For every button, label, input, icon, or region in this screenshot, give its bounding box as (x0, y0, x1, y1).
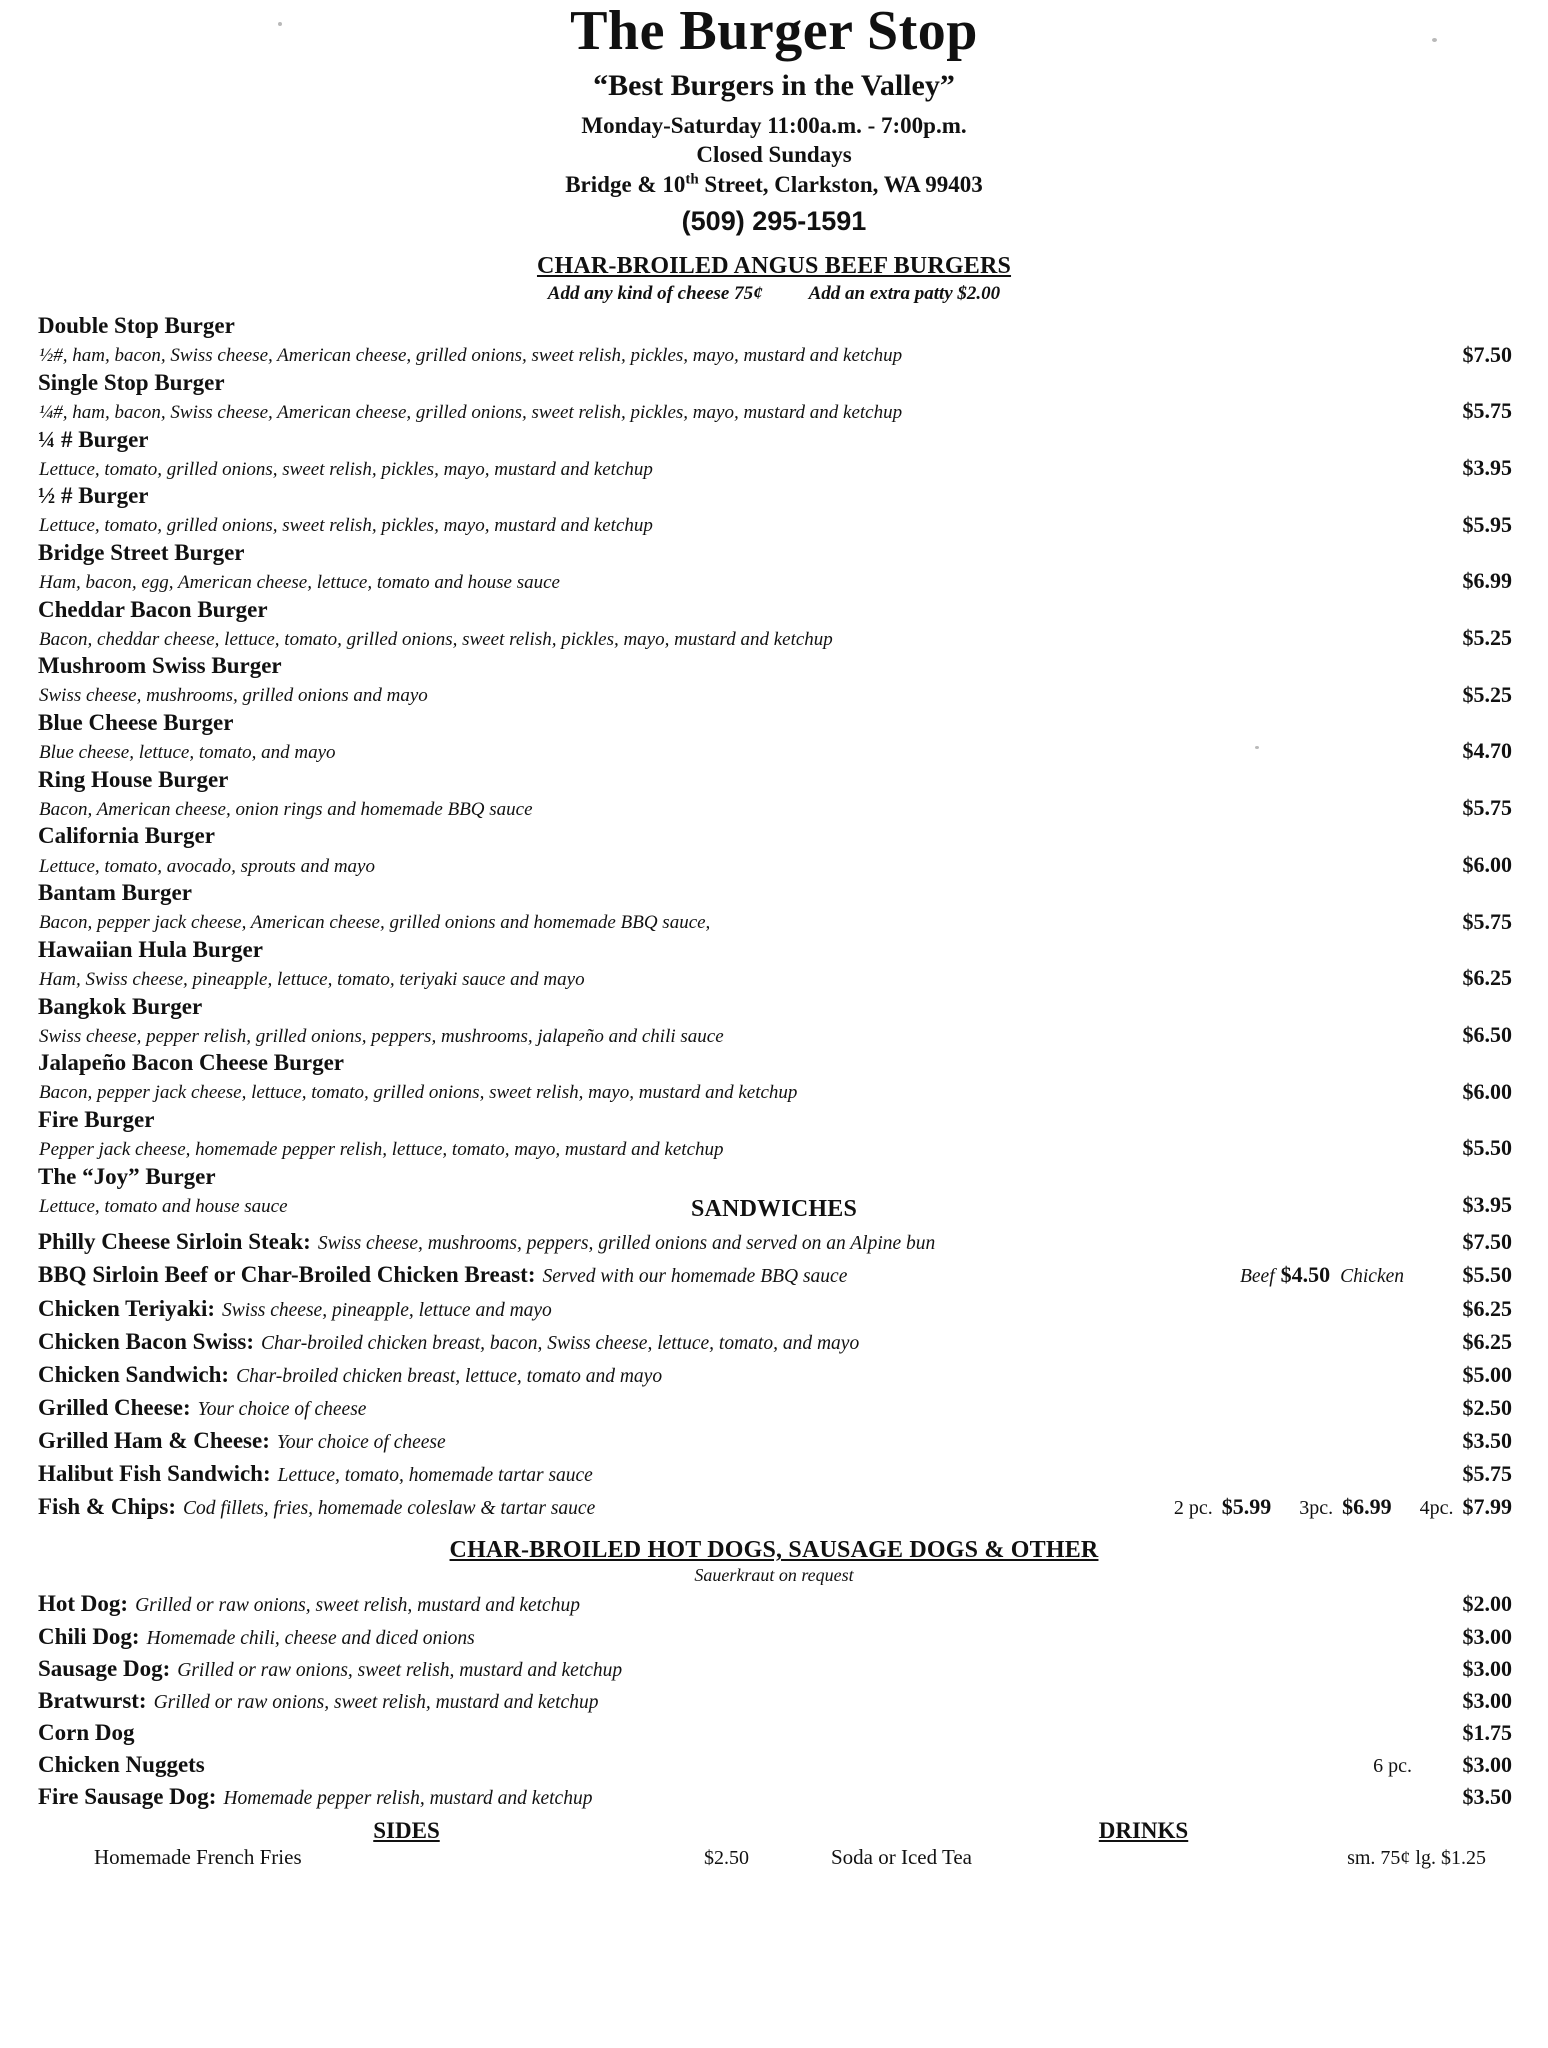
item-price: $3.00 (1462, 1623, 1512, 1649)
price-tier (1281, 1491, 1391, 1523)
menu-item (38, 1781, 1512, 1813)
tier-qty: 4pc. (1419, 1497, 1454, 1520)
price-tier (1402, 1491, 1512, 1523)
scan-speck (278, 22, 282, 26)
scan-speck (1432, 38, 1437, 42)
item-name: Chicken Sandwich: (38, 1361, 230, 1387)
sandwiches-section-heading: SANDWICHES (690, 1196, 858, 1223)
menu-item (38, 1424, 1512, 1457)
menu-item (38, 708, 1512, 765)
item-name: Corn Dog (38, 1720, 135, 1746)
drinks-column (775, 1818, 1512, 1871)
sandwich-list (0, 1225, 1548, 1523)
item-description: Cod fillets, fries, homemade coleslaw & tartar sauce (183, 1498, 596, 1520)
phone-number: (509) 295-1591 (681, 206, 867, 237)
item-name: Double Stop Burger (38, 313, 235, 339)
item-description: Your choice of cheese (197, 1398, 367, 1420)
menu-item (38, 311, 1512, 368)
menu-item (38, 1225, 1512, 1258)
item-description: Swiss cheese, pineapple, lettuce and mayo (222, 1299, 552, 1321)
item-description: Ham, bacon, egg, American cheese, lettuce, tomato and house sauce (39, 572, 560, 594)
item-price: $6.25 (1462, 1328, 1512, 1354)
menu-item (38, 1358, 1512, 1391)
item-description: Lettuce, tomato, homemade tartar sauce (277, 1465, 593, 1487)
menu-item (38, 765, 1512, 822)
drinks-section-heading: DRINKS (1098, 1817, 1189, 1843)
item-name: Fire Sausage Dog: (38, 1784, 217, 1810)
item-description: Grilled or raw onions, sweet relish, mustard and ketchup (135, 1595, 580, 1617)
item-name: Fire Burger (38, 1106, 155, 1132)
menu-item (38, 992, 1512, 1049)
item-description: Homemade pepper relish, mustard and ketchup (223, 1788, 593, 1810)
item-name: Bridge Street Burger (38, 539, 245, 565)
item-price: $5.25 (1462, 681, 1512, 707)
menu-item (38, 368, 1512, 425)
price-tiers (1174, 1491, 1512, 1523)
item-description: Lettuce, tomato, avocado, sprouts and mayo (39, 855, 375, 877)
menu-item (38, 538, 1512, 595)
item-description: Homemade chili, cheese and diced onions (146, 1627, 475, 1649)
hours: Monday-Saturday 11:00a.m. - 7:00p.m. (581, 112, 967, 138)
item-description: Ham, Swiss cheese, pineapple, lettuce, tomato, teriyaki sauce and mayo (39, 969, 585, 990)
item-price: $6.25 (1462, 1295, 1512, 1321)
address-ordinal: th (685, 171, 699, 188)
item-description: Bacon, American cheese, onion rings and homemade BBQ sauce (39, 798, 533, 820)
item-name: Jalapeño Bacon Cheese Burger (38, 1050, 345, 1076)
item-name: Ring House Burger (38, 766, 229, 792)
bottom-columns (0, 1818, 1548, 1871)
item-name: Chicken Bacon Swiss: (38, 1328, 254, 1354)
item-price: $6.00 (1462, 1078, 1512, 1104)
item-price: $5.00 (1462, 1361, 1512, 1387)
item-name: California Burger (38, 823, 215, 849)
item-price: $1.75 (1462, 1720, 1512, 1746)
tagline: “Best Burgers in the Valley” (593, 68, 955, 102)
item-price: $5.50 (1462, 1135, 1512, 1161)
tier-qty: 2 pc. (1173, 1497, 1213, 1520)
menu-item (38, 651, 1512, 708)
item-price: $6.50 (1462, 1021, 1512, 1047)
item-description: Lettuce, tomato, grilled onions, sweet relish, pickles, mayo, mustard and ketchup (39, 458, 653, 480)
item-description: ½#, ham, bacon, Swiss cheese, American cheese, grilled onions, sweet relish, pickles, mayo, mustard and ketchup (39, 345, 903, 367)
tier-price: $7.99 (1462, 1494, 1512, 1520)
menu-item (38, 821, 1512, 878)
tier-qty: 3pc. (1299, 1497, 1334, 1520)
item-price: $5.50 (1462, 1262, 1512, 1288)
item-name: Hawaiian Hula Burger (38, 936, 263, 962)
chicken-option-label: Chicken (1340, 1266, 1404, 1288)
address-suffix: Street, Clarkston, WA 99403 (698, 171, 983, 197)
item-description: Grilled or raw onions, sweet relish, mustard and ketchup (177, 1659, 623, 1681)
menu-item (38, 1653, 1512, 1685)
item-name: Sausage Dog: (38, 1655, 171, 1681)
item-name: Grilled Cheese: (38, 1394, 191, 1420)
item-price: $6.99 (1462, 568, 1512, 594)
item-price: $3.50 (1462, 1784, 1512, 1810)
menu-item (38, 1105, 1512, 1162)
item-price: $3.00 (1462, 1687, 1512, 1713)
hotdogs-section-heading: CHAR-BROILED HOT DOGS, SAUSAGE DOGS & OTHER (449, 1537, 1099, 1564)
menu-item (38, 481, 1512, 538)
item-description: Blue cheese, lettuce, tomato, and mayo (39, 742, 336, 764)
tier-price: $6.99 (1342, 1494, 1392, 1520)
item-price: $5.25 (1462, 625, 1512, 651)
address (0, 170, 1548, 199)
menu-item (38, 1685, 1512, 1717)
item-name: Bantam Burger (38, 880, 192, 906)
item-description: Swiss cheese, pepper relish, grilled onions, peppers, mushrooms, jalapeño and chili sauce (39, 1025, 724, 1047)
item-description: Bacon, pepper jack cheese, lettuce, tomato, grilled onions, sweet relish, mayo, mustard and ketchup (39, 1082, 798, 1104)
item-name: ½ # Burger (38, 483, 149, 509)
sides-section-heading: SIDES (373, 1817, 440, 1843)
item-name: ¼ # Burger (38, 426, 149, 452)
item-description: Char-broiled chicken breast, bacon, Swiss cheese, lettuce, tomato, and mayo (260, 1332, 860, 1354)
item-description: Your choice of cheese (276, 1432, 446, 1454)
menu-item (38, 1292, 1512, 1325)
item-price: $7.50 (1462, 341, 1512, 367)
address-prefix: Bridge & 10 (565, 171, 686, 197)
item-description: Char-broiled chicken breast, lettuce, tomato and mayo (236, 1365, 663, 1387)
item-price: $5.75 (1462, 1461, 1512, 1487)
item-price: $2.50 (1462, 1394, 1512, 1420)
item-description: Bacon, cheddar cheese, lettuce, tomato, grilled onions, sweet relish, pickles, mayo, mustard and ketchup (39, 628, 833, 650)
item-description: Served with our homemade BBQ sauce (542, 1266, 848, 1288)
item-price: sm. 75¢ lg. $1.25 (1347, 1846, 1486, 1869)
item-description: Swiss cheese, mushrooms, grilled onions and mayo (39, 685, 428, 707)
burger-list (0, 311, 1548, 1218)
menu-item (38, 425, 1512, 482)
menu-item (38, 1325, 1512, 1358)
item-description: ¼#, ham, bacon, Swiss cheese, American cheese, grilled onions, sweet relish, pickles, mayo, mustard and ketchup (39, 401, 903, 423)
item-name: Chicken Nuggets (38, 1752, 205, 1778)
item-price: $6.00 (1462, 851, 1512, 877)
item-price: $3.95 (1462, 1192, 1512, 1218)
sauerkraut-note: Sauerkraut on request (694, 1565, 854, 1586)
item-name: The “Joy” Burger (38, 1163, 216, 1189)
item-name: Cheddar Bacon Burger (38, 596, 268, 622)
hotdog-list (0, 1588, 1548, 1813)
item-name: Mushroom Swiss Burger (38, 653, 282, 679)
item-price: $3.00 (1462, 1655, 1512, 1681)
item-description: Grilled or raw onions, sweet relish, mustard and ketchup (153, 1691, 599, 1713)
item-price: $4.70 (1462, 738, 1512, 764)
menu-item-fish-and-chips (38, 1490, 1512, 1523)
menu-item (38, 1749, 1512, 1781)
item-price: $3.95 (1462, 454, 1512, 480)
item-price: $5.95 (1462, 511, 1512, 537)
beef-option-price: $4.50 (1280, 1262, 1331, 1288)
menu-item (38, 1457, 1512, 1490)
page-title: The Burger Stop (570, 0, 978, 62)
item-description: Lettuce, tomato, grilled onions, sweet relish, pickles, mayo, mustard and ketchup (39, 515, 653, 537)
menu-header (0, 0, 1548, 237)
menu-item (38, 595, 1512, 652)
menu-item (38, 878, 1512, 935)
menu-item (38, 1391, 1512, 1424)
cheese-addon-note: Add any kind of cheese 75¢ (547, 283, 763, 305)
item-name: Homemade French Fries (94, 1844, 302, 1869)
item-price: $2.50 (704, 1846, 749, 1869)
menu-item (38, 1621, 1512, 1653)
item-price: $6.25 (1462, 965, 1512, 991)
item-qty: 6 pc. (1373, 1755, 1412, 1778)
menu-item (38, 1844, 775, 1871)
burgers-section-heading: CHAR-BROILED ANGUS BEEF BURGERS (536, 253, 1012, 280)
item-description: Swiss cheese, mushrooms, peppers, grilled onions and served on an Alpine bun (317, 1233, 936, 1255)
menu-item (775, 1844, 1512, 1871)
item-description: Pepper jack cheese, homemade pepper relish, lettuce, tomato, mayo, mustard and ketchup (39, 1139, 724, 1161)
item-name: Fish & Chips: (38, 1494, 177, 1520)
patty-addon-note: Add an extra patty $2.00 (808, 283, 1001, 305)
item-description: Bacon, pepper jack cheese, American cheese, grilled onions and homemade BBQ sauce, (39, 912, 711, 934)
item-description: Lettuce, tomato and house sauce (39, 1195, 288, 1217)
item-price: $3.00 (1462, 1752, 1512, 1778)
item-price: $7.50 (1462, 1229, 1512, 1255)
item-price: $5.75 (1462, 795, 1512, 821)
item-price: $5.75 (1462, 908, 1512, 934)
tier-price: $5.99 (1221, 1494, 1272, 1520)
item-name: Philly Cheese Sirloin Steak: (38, 1229, 311, 1255)
beef-option-label: Beef (1239, 1266, 1275, 1288)
item-name: Blue Cheese Burger (38, 710, 234, 736)
menu-item (38, 1258, 1512, 1291)
item-name: Bratwurst: (38, 1687, 147, 1713)
menu-item (38, 1162, 1512, 1219)
item-name: Single Stop Burger (38, 369, 225, 395)
item-name: Grilled Ham & Cheese: (38, 1428, 270, 1454)
menu-item (38, 935, 1512, 992)
price-tier (1174, 1491, 1271, 1523)
item-name: Hot Dog: (38, 1591, 129, 1617)
item-name: Soda or Iced Tea (831, 1844, 973, 1869)
item-name: Halibut Fish Sandwich: (38, 1461, 271, 1487)
item-name: Chicken Teriyaki: (38, 1295, 216, 1321)
menu-item (38, 1717, 1512, 1749)
item-price: $2.00 (1462, 1591, 1512, 1617)
item-price: $5.75 (1462, 398, 1512, 424)
menu-item (38, 1588, 1512, 1620)
closed-days: Closed Sundays (696, 142, 852, 168)
sides-column (38, 1818, 775, 1871)
item-name: Chili Dog: (38, 1623, 140, 1649)
item-name: Bangkok Burger (38, 993, 203, 1019)
burgers-section-subheading (0, 283, 1548, 305)
menu-item (38, 1048, 1512, 1105)
item-name: BBQ Sirloin Beef or Char-Broiled Chicken Breast: (38, 1262, 536, 1288)
item-price: $3.50 (1462, 1428, 1512, 1454)
